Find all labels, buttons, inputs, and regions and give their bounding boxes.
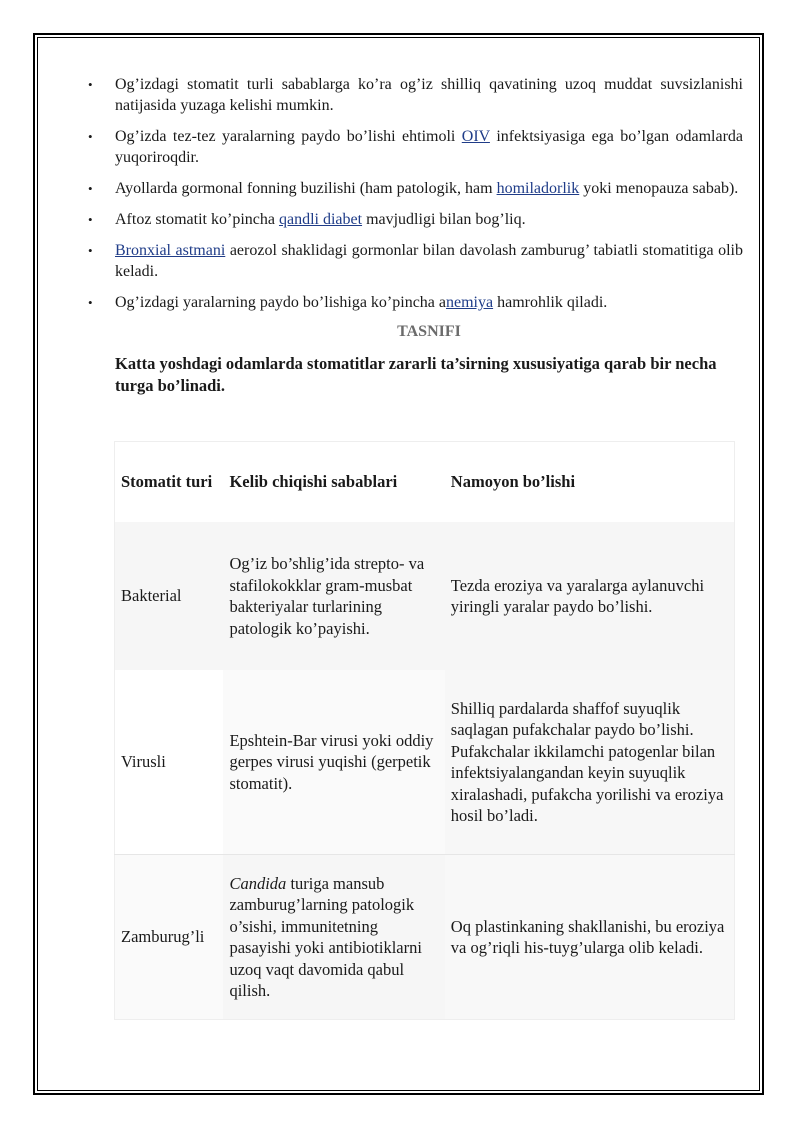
cell-manifest: Tezda eroziya va yaralarga aylanuvchi yiringli yaralar paydo bo’lishi. xyxy=(445,522,735,670)
document-content xyxy=(88,74,743,421)
link-qandli-diabet[interactable]: qandli diabet xyxy=(278,211,363,228)
list-item: • Og’izda tez-tez yaralarning paydo bo’lishi ehtimoli OIV infektsiyasiga ega bo’lgan odamlarda yuqoriroqdir. xyxy=(88,128,744,166)
classification-table xyxy=(114,441,735,1020)
cell-cause: Epshtein-Bar virusi yoki oddiy gerpes virusi yuqishi (gerpetik stomatit). xyxy=(223,670,444,855)
link-anemiya[interactable]: nemiya xyxy=(446,294,494,311)
cell-cause: Og’iz bo’shlig’ida strepto- va stafilokokklar gram-musbat bakteriyalar turlarining patologik ko’payishi. xyxy=(223,522,444,670)
section-heading: TASNIFI xyxy=(397,323,461,340)
list-item: • Aftoz stomatit ko’pincha qandli diabet mavjudligi bilan bog’liq. xyxy=(88,211,526,228)
table-header-row xyxy=(115,442,735,523)
cause-italic: Candida xyxy=(229,873,287,893)
header-type: Stomatit turi xyxy=(115,442,224,523)
bullet-dot-icon: • xyxy=(88,181,93,196)
bullet-dot-icon: • xyxy=(88,212,93,227)
header-manifest: Namoyon bo’lishi xyxy=(445,442,735,523)
link-oiv[interactable]: OIV xyxy=(461,128,490,145)
cell-type: Virusli xyxy=(115,670,224,855)
bullet-dot-icon: • xyxy=(88,243,93,258)
intro-paragraph: Katta yoshdagi odamlarda stomatitlar zararli ta’sirning xususiyatiga qarab bir necha turga bo’linadi. xyxy=(115,354,717,395)
list-item: • Og’izdagi yaralarning paydo bo’lishiga ko’pincha anemiya hamrohlik qiladi. xyxy=(88,294,608,311)
table-row xyxy=(115,670,735,855)
header-cause: Kelib chiqishi sabablari xyxy=(223,442,444,523)
bullet-dot-icon: • xyxy=(88,129,93,144)
link-homiladorlik[interactable]: homiladorlik xyxy=(496,180,580,197)
list-item: • Bronxial astmani aerozol shaklidagi gormonlar bilan davolash zamburug’ tabiatli stomatitiga olib keladi. xyxy=(88,242,743,280)
cell-cause: Candida turiga mansub zamburug’larning patologik o’sishi, immunitetning pasayishi yoki antibiotiklarni uzoq vaqt davomida qabul qilish. xyxy=(223,855,444,1020)
cause-list xyxy=(88,74,743,313)
table-row xyxy=(115,522,735,670)
cell-type: Bakterial xyxy=(115,522,224,670)
list-item: • Og’izdagi stomatit turli sabablarga ko’ra og’iz shilliq qavatining uzoq muddat suvsizlanishi natijasida yuzaga kelishi mumkin. xyxy=(88,76,743,114)
cell-manifest: Oq plastinkaning shakllanishi, bu eroziya va og’riqli his-tuyg’ularga olib keladi. xyxy=(445,855,735,1020)
cell-manifest: Shilliq pardalarda shaffof suyuqlik saqlagan pufakchalar paydo bo’lishi. Pufakchalar ikkilamchi patogenlar bilan infektsiyalangandan keyin suyuqlik xiralashadi, pufakcha yorilishi va eroziya hosil bo’ladi. xyxy=(445,670,735,855)
list-item: • Ayollarda gormonal fonning buzilishi (ham patologik, ham homiladorlik yoki menopauza sabab). xyxy=(88,180,739,197)
cell-type: Zamburug’li xyxy=(115,855,224,1020)
bullet-dot-icon: • xyxy=(88,77,93,92)
bullet-dot-icon: • xyxy=(88,295,93,310)
link-bronxial-astmani[interactable]: Bronxial astmani xyxy=(115,242,226,259)
table-row xyxy=(115,855,735,1020)
